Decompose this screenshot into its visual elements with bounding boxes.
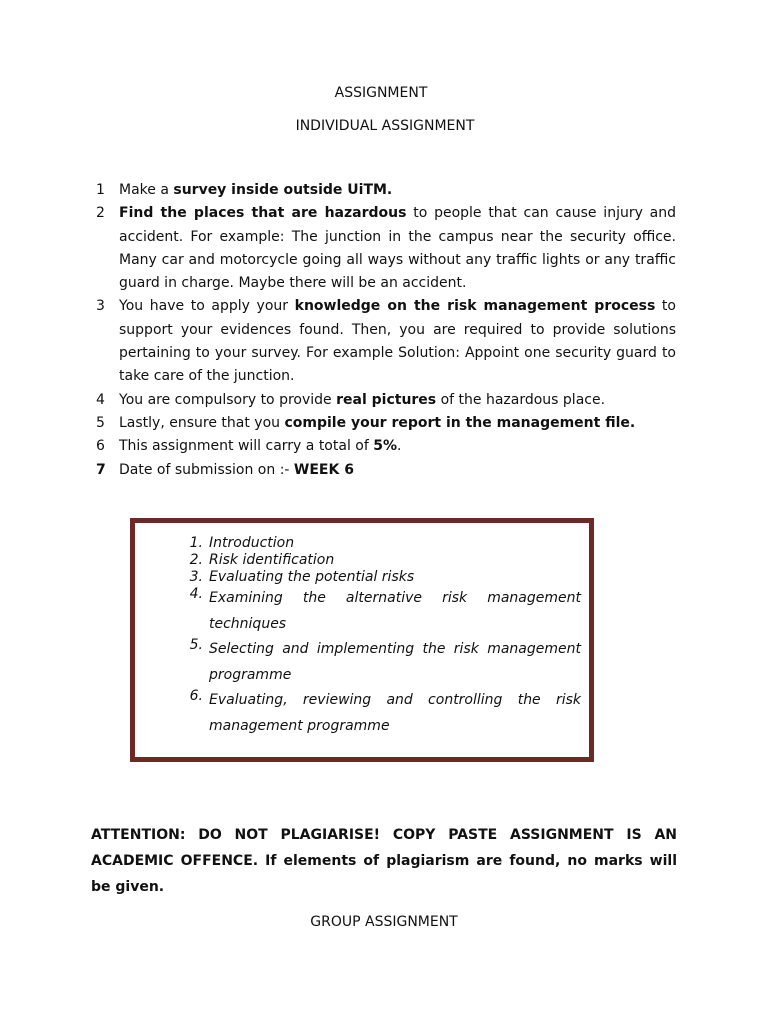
plagiarism-warning: ATTENTION: DO NOT PLAGIARISE! COPY PASTE ASSIGNMENT IS AN ACADEMIC OFFENCE. If elements of plagiarism are found, no marks will be given. <box>91 827 677 895</box>
report-section-list <box>175 535 581 739</box>
instruction-number: 2 <box>96 205 105 222</box>
instruction-item <box>96 295 676 388</box>
report-section-number: 2. <box>189 552 203 568</box>
instruction-text: Find the places that are hazardous to people that can cause injury and accident. For example: The junction in the campus near the security office. Many car and motorcycle going all ways without any traffic lights or any traffic guard in charge. Maybe there will be an accident. <box>119 205 676 292</box>
instruction-item <box>96 202 676 295</box>
document-title: ASSIGNMENT <box>334 85 428 101</box>
instruction-text: Make a survey inside outside UiTM. <box>119 182 393 198</box>
instruction-item <box>96 389 676 412</box>
instruction-number: 4 <box>96 391 105 408</box>
instruction-item <box>96 179 676 202</box>
instruction-text: This assignment will carry a total of 5%. <box>119 438 402 455</box>
report-section-number: 1. <box>189 535 203 551</box>
section-title-individual: INDIVIDUAL ASSIGNMENT <box>295 118 475 134</box>
instruction-number: 6 <box>96 438 105 455</box>
report-section-label: Evaluating, reviewing and controlling the risk management programme <box>209 692 581 734</box>
instruction-list <box>96 179 676 482</box>
instruction-number: 7 <box>96 461 106 478</box>
instruction-item <box>96 412 676 435</box>
report-section-item <box>175 535 581 552</box>
instruction-text: You are compulsory to provide real pictures of the hazardous place. <box>119 391 606 408</box>
instruction-number: 3 <box>96 298 105 315</box>
report-section-number: 5. <box>189 637 203 653</box>
report-section-label: Evaluating the potential risks <box>209 569 415 585</box>
instruction-text: Lastly, ensure that you compile your report in the management file. <box>119 414 636 431</box>
report-section-item <box>175 569 581 586</box>
instruction-text: You have to apply your knowledge on the risk management process to support your evidences found. Then, you are required to provide solutions pertaining to your survey. For example Solution: Appoint one security guard to take care of the junction. <box>119 298 676 385</box>
report-section-label: Examining the alternative risk management techniques <box>209 590 581 632</box>
report-section-item <box>175 586 581 637</box>
report-section-item <box>175 688 581 739</box>
instruction-number: 5 <box>96 414 105 431</box>
report-section-number: 6. <box>189 688 203 704</box>
report-section-number: 4. <box>189 586 203 602</box>
instruction-text: Date of submission on :- WEEK 6 <box>119 461 354 478</box>
report-section-label: Risk identification <box>209 552 335 568</box>
report-section-item <box>175 552 581 569</box>
report-section-label: Introduction <box>209 535 295 551</box>
report-section-number: 3. <box>189 569 203 585</box>
report-section-label: Selecting and implementing the risk management programme <box>209 641 581 683</box>
instruction-number: 1 <box>96 182 105 198</box>
report-section-item <box>175 637 581 688</box>
instruction-item <box>96 435 676 458</box>
section-title-group: GROUP ASSIGNMENT <box>310 914 458 930</box>
instruction-item <box>96 459 676 482</box>
report-structure-box <box>130 518 594 762</box>
